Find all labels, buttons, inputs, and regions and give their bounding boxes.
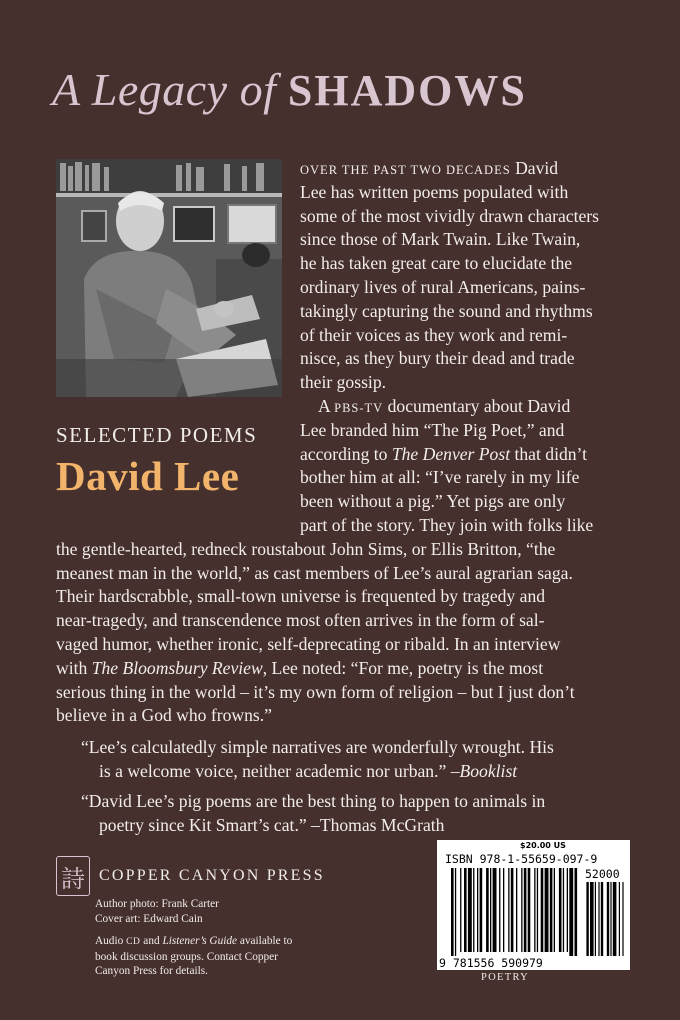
barcode-bar [464, 868, 467, 952]
addon-bar [598, 882, 599, 956]
description-line: been without a pig.” Yet pigs are only [300, 491, 566, 512]
barcode-digits: 9 781556 590979 [439, 956, 543, 970]
book-title [52, 62, 652, 119]
quote-line: “Lee’s calculatedly simple narratives are wonderfully wrought. His [81, 737, 554, 757]
barcode-bar [503, 868, 504, 952]
description-line: OVER THE PAST TWO DECADES David [300, 158, 559, 178]
description-line: since those of Mark Twain. Like Twain, [300, 229, 581, 250]
barcode-bar [569, 868, 573, 956]
barcode-bar [493, 868, 497, 952]
price-addon: 52000 [585, 867, 620, 881]
barcode-bar [554, 868, 555, 952]
barcode-bar [499, 868, 500, 952]
barcode-bar [550, 868, 553, 952]
description-line: believe in a God who frowns.” [56, 705, 272, 726]
barcode [437, 840, 630, 970]
barcode-bar [455, 868, 456, 956]
barcode-bar [528, 868, 531, 952]
description-line: takingly capturing the sound and rhythms [300, 300, 593, 321]
price: $20.00 US [520, 841, 566, 850]
barcode-bar [563, 868, 564, 952]
description-line: vaged humor, whether ironic, self-deprecating or ribald. In an interview [56, 634, 561, 654]
description-line: ordinary lives of rural Americans, pains- [300, 277, 586, 297]
author-name: David Lee [56, 453, 240, 499]
title-lead: A Legacy of [52, 64, 277, 115]
barcode-bars [437, 840, 630, 970]
description-line: he has taken great care to elucidate the [300, 253, 573, 274]
addon-bar [610, 882, 611, 956]
barcode-bar [575, 868, 578, 956]
barcode-bar [541, 868, 544, 952]
barcode-bar [516, 868, 517, 952]
audio-note-line: book discussion groups. Contact Copper [95, 950, 278, 963]
quote-line: “David Lee’s pig poems are the best thing to happen to animals in [81, 791, 546, 811]
description-line: part of the story. They join with folks like [300, 515, 594, 535]
barcode-bar [468, 868, 472, 952]
publisher-name: COPPER CANYON PRESS [99, 867, 325, 884]
title-emphasis: SHADOWS [287, 66, 527, 115]
addon-bar [622, 882, 623, 956]
description-line: some of the most vividly drawn characters [300, 205, 600, 226]
addon-bar [613, 882, 617, 956]
addon-bar [590, 882, 594, 956]
barcode-bar [559, 868, 562, 952]
description-line: bother him at all: “I’ve rarely in my life [300, 467, 580, 488]
barcode-bar [511, 868, 514, 952]
description-line: nisce, as they bury their dead and trade [300, 348, 575, 369]
description-line: with The Bloomsbury Review, Lee noted: “For me, poetry is the most [56, 657, 544, 678]
barcode-bar [537, 868, 538, 952]
quote-line: is a welcome voice, neither academic nor urban.” –Booklist [99, 760, 518, 781]
description-line: their gossip. [300, 372, 387, 393]
audio-note [95, 934, 292, 979]
credits [95, 897, 292, 979]
barcode-bar [477, 868, 478, 952]
barcode-bar [451, 868, 454, 956]
description-line: Their hardscrabble, small-town universe is frequented by tragedy and [56, 586, 546, 607]
cover-credit: Cover art: Edward Cain [95, 912, 203, 925]
addon-bar [619, 882, 620, 956]
description-line: near-tragedy, and transcendence most often arrives in the form of sal- [56, 610, 545, 631]
author-photo [56, 159, 282, 397]
description-line: the gentle-hearted, redneck roustabout John Sims, or Ellis Britton, “the [56, 538, 556, 559]
addon-bar [601, 882, 603, 956]
category: POETRY [481, 972, 530, 983]
description-line: of their voices as they work and remi- [300, 324, 568, 345]
addon-bar [586, 882, 588, 956]
description-line: meanest man in the world,” as cast members of Lee’s aural agrarian saga. [56, 562, 573, 583]
description-line: according to The Denver Post that didn’t [300, 443, 587, 464]
audio-note-line: Canyon Press for details. [95, 965, 208, 978]
description-line: Lee has written poems populated with [300, 181, 569, 202]
isbn: ISBN 978-1-55659-097-9 [445, 852, 598, 866]
description-line: serious thing in the world – it’s my own form of religion – but I just don’t [56, 681, 575, 702]
barcode-bar [460, 868, 461, 952]
photo-credit: Author photo: Frank Carter [95, 898, 219, 910]
barcode-bar [486, 868, 489, 952]
addon-bar [607, 882, 609, 956]
barcode-bar [490, 868, 491, 952]
barcode-bar [508, 868, 509, 952]
description-line: A PBS-TV documentary about David [318, 396, 571, 416]
barcode-bar [524, 868, 527, 952]
subtitle: SELECTED POEMS [56, 423, 258, 447]
audio-note-line: Audio CD and Listener’s Guide available to [95, 935, 293, 948]
barcode-bar [480, 868, 483, 952]
barcode-bar [567, 868, 568, 952]
barcode-bar [545, 868, 549, 952]
description-line: Lee branded him “The Pig Poet,” and [300, 419, 565, 440]
barcode-bar [473, 868, 474, 952]
barcode-bar [534, 868, 535, 952]
quote-line: poetry since Kit Smart’s cat.” –Thomas McGrath [99, 814, 445, 835]
publisher-logo: 詩 [56, 856, 90, 896]
barcode-bar [521, 868, 522, 952]
addon-bar [595, 882, 596, 956]
